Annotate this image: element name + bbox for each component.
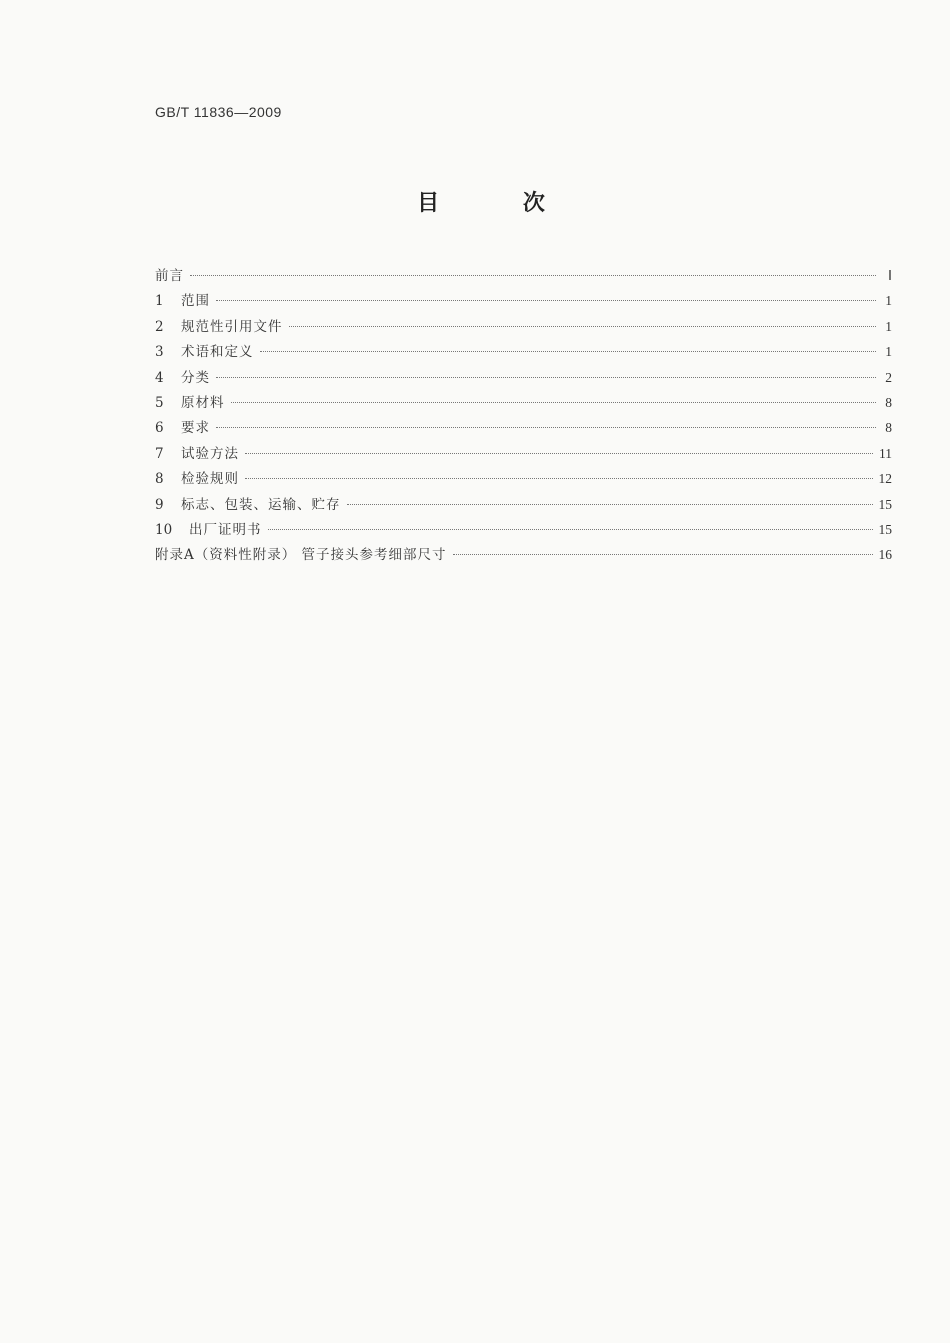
dot-leader <box>245 453 873 454</box>
standard-number: GB/T 11836—2009 <box>155 104 282 120</box>
toc-entry-number: 2 <box>155 318 164 335</box>
toc-entry-number: 9 <box>155 496 164 513</box>
dot-leader <box>260 351 877 352</box>
toc-entry-title: 前言 <box>155 268 184 284</box>
dot-leader <box>231 402 877 403</box>
toc-entry-title: 出厂证明书 <box>189 521 262 538</box>
toc-entry-title: 原材料 <box>181 394 225 411</box>
toc-entry-page: 8 <box>885 394 892 410</box>
dot-leader <box>216 427 876 428</box>
dot-leader <box>453 554 873 555</box>
toc-entry-number: 5 <box>155 394 164 411</box>
toc-entry-title: 检验规则 <box>181 471 239 488</box>
toc-entry-annex-a[interactable] <box>155 543 892 568</box>
toc-entry-page: 1 <box>885 293 892 309</box>
table-of-contents <box>155 264 892 569</box>
toc-entry-title: 分类 <box>181 369 210 386</box>
toc-entry-number: 6 <box>155 420 164 437</box>
dot-leader <box>289 326 877 327</box>
toc-entry-page: 15 <box>878 521 892 537</box>
toc-entry-title: 规范性引用文件 <box>181 318 283 335</box>
toc-entry-7[interactable] <box>155 442 892 467</box>
toc-entry-number: 1 <box>155 293 164 310</box>
toc-entry-number: 7 <box>155 445 164 462</box>
toc-entry-title: 范围 <box>181 293 210 310</box>
dot-leader <box>190 275 876 276</box>
toc-entry-foreword[interactable] <box>155 264 892 289</box>
dot-leader <box>245 478 873 479</box>
toc-entry-page: Ⅰ <box>888 268 892 283</box>
toc-entry-title: 标志、包装、运输、贮存 <box>181 496 341 513</box>
dot-leader <box>216 300 876 301</box>
toc-entry-title: 试验方法 <box>181 445 239 462</box>
toc-entry-number: 8 <box>155 471 164 488</box>
dot-leader <box>268 529 873 530</box>
toc-entry-3[interactable] <box>155 340 892 365</box>
toc-entry-10[interactable] <box>155 518 892 543</box>
toc-entry-5[interactable] <box>155 391 892 416</box>
dot-leader <box>347 504 873 505</box>
toc-entry-2[interactable] <box>155 315 892 340</box>
toc-entry-page: 1 <box>885 344 892 360</box>
toc-entry-title: 附录A（资料性附录） 管子接头参考细部尺寸 <box>155 547 447 564</box>
page-title: 目 次 <box>417 191 583 216</box>
toc-entry-page: 1 <box>885 318 892 334</box>
toc-entry-page: 16 <box>878 547 892 563</box>
toc-entry-number: 4 <box>155 369 164 386</box>
toc-entry-page: 15 <box>878 496 892 512</box>
toc-entry-6[interactable] <box>155 416 892 441</box>
toc-entry-page: 12 <box>878 471 892 487</box>
toc-entry-page: 8 <box>885 420 892 436</box>
toc-entry-number: 10 <box>155 521 173 538</box>
dot-leader <box>216 377 876 378</box>
toc-entry-8[interactable] <box>155 467 892 492</box>
toc-entry-page: 2 <box>885 369 892 385</box>
toc-entry-page: 11 <box>879 445 892 461</box>
toc-entry-number: 3 <box>155 344 164 361</box>
toc-entry-title: 要求 <box>181 420 210 437</box>
toc-entry-1[interactable] <box>155 289 892 314</box>
toc-entry-4[interactable] <box>155 366 892 391</box>
toc-entry-9[interactable] <box>155 493 892 518</box>
toc-entry-title: 术语和定义 <box>181 344 254 361</box>
